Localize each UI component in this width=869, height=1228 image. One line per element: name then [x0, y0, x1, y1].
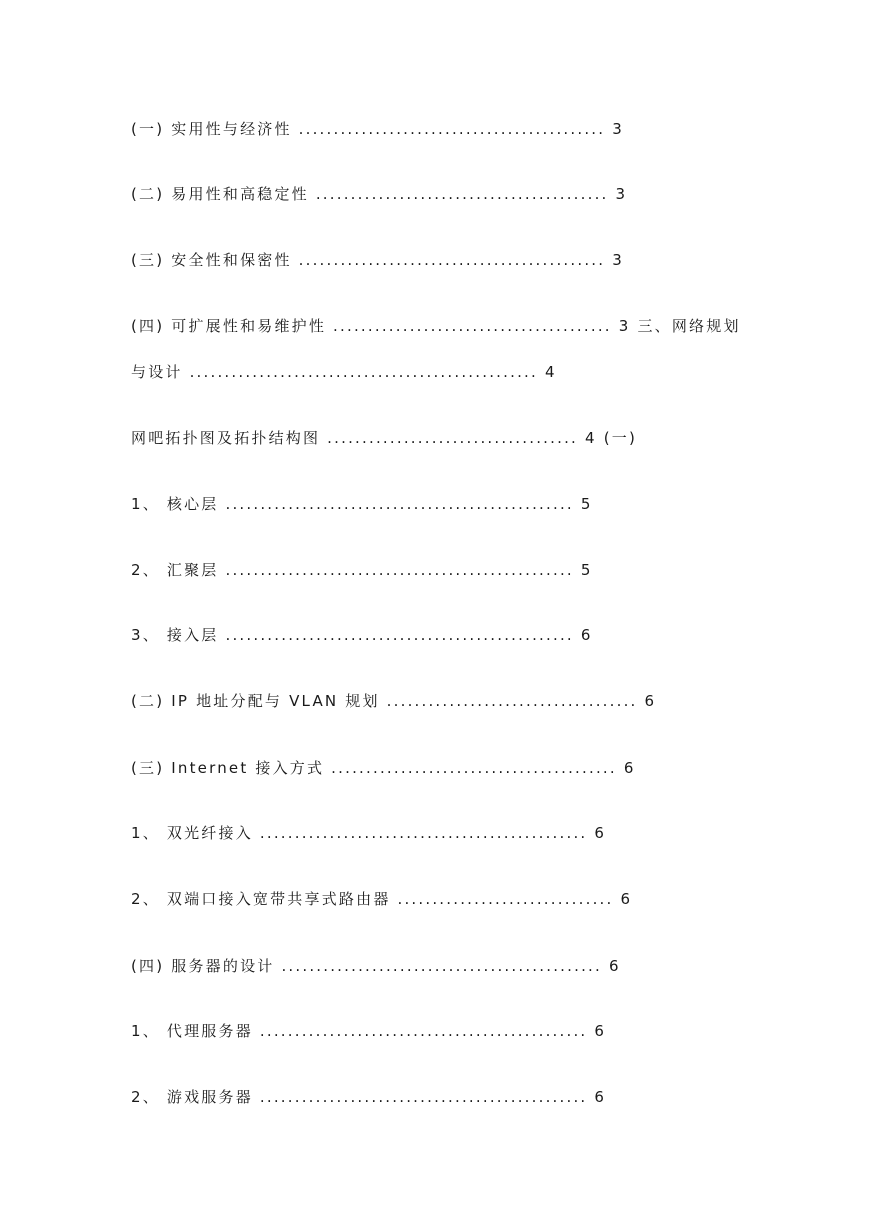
toc-entry: (三) Internet 接入方式 ......................................... 6 [131, 759, 636, 777]
toc-entry: 2、 游戏服务器 ............................................... 6 [131, 1088, 607, 1106]
toc-entry: (二) IP 地址分配与 VLAN 规划 .................................... 6 [131, 692, 657, 710]
toc-entry: (三) 安全性和保密性 ............................................ 3 [131, 251, 624, 269]
toc-entry: (二) 易用性和高稳定性 .......................................... 3 [131, 185, 628, 203]
toc-entry: 2、 双端口接入宽带共享式路由器 ............................... 6 [131, 890, 633, 908]
toc-entry: 网吧拓扑图及拓扑结构图 .................................... 4 (一) [131, 429, 638, 447]
toc-entry: (四) 可扩展性和易维护性 ........................................ 3 三、网络规划 [131, 317, 741, 335]
toc-entry: 1、 核心层 .................................................. 5 [131, 495, 593, 513]
toc-entry: 2、 汇聚层 .................................................. 5 [131, 561, 593, 579]
toc-entry: (一) 实用性与经济性 ............................................ 3 [131, 120, 624, 138]
toc-entry: 1、 双光纤接入 ............................................... 6 [131, 824, 607, 842]
toc-entry: 3、 接入层 .................................................. 6 [131, 626, 593, 644]
toc-entry: (四) 服务器的设计 .............................................. 6 [131, 957, 621, 975]
toc-entry: 与设计 .................................................. 4 [131, 363, 557, 381]
toc-entry: 1、 代理服务器 ............................................... 6 [131, 1022, 607, 1040]
